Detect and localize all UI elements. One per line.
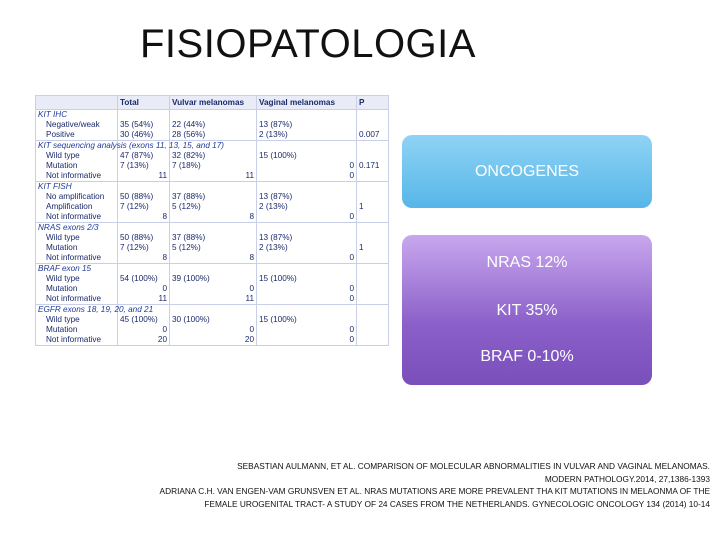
table-cell [357, 274, 389, 284]
table-cell: 5 (12%) [170, 243, 257, 253]
table-cell: 8 [118, 253, 170, 264]
table-cell: 2 (13%) [257, 202, 357, 212]
table-cell: 0 [170, 325, 257, 335]
table-row [36, 284, 389, 294]
table-cell: 0 [257, 161, 357, 171]
table-cell: 30 (100%) [170, 315, 257, 325]
table-cell [170, 182, 257, 193]
table-cell: 11 [118, 294, 170, 305]
table-row [36, 325, 389, 335]
table-cell: 2 (13%) [257, 130, 357, 141]
table-cell [118, 264, 170, 275]
genes-box [402, 235, 652, 385]
table-section-row [36, 141, 389, 152]
table-cell [357, 325, 389, 335]
table-cell: 2 (13%) [257, 243, 357, 253]
table-cell: 1 [357, 202, 389, 212]
table-row [36, 253, 389, 264]
column-header: Vulvar melanomas [170, 96, 257, 110]
table-row [36, 212, 389, 223]
table-cell [357, 315, 389, 325]
table-cell: 39 (100%) [170, 274, 257, 284]
table-cell: 11 [170, 294, 257, 305]
table-cell [118, 223, 170, 234]
table-cell: 7 (12%) [118, 202, 170, 212]
row-label: Mutation [36, 161, 118, 171]
table-row [36, 233, 389, 243]
table-section-row [36, 223, 389, 234]
table-cell: 0 [257, 212, 357, 223]
table-cell: 54 (100%) [118, 274, 170, 284]
data-table [35, 95, 389, 346]
table-row [36, 315, 389, 325]
table-cell: 11 [170, 171, 257, 182]
table-cell: 37 (88%) [170, 192, 257, 202]
table-cell: 30 (46%) [118, 130, 170, 141]
table-row [36, 294, 389, 305]
table-cell: 0 [170, 284, 257, 294]
row-label: Mutation [36, 325, 118, 335]
table-cell [357, 212, 389, 223]
table-cell: 0 [257, 325, 357, 335]
table-cell: 0 [257, 253, 357, 264]
row-label: Amplification [36, 202, 118, 212]
row-label: Wild type [36, 315, 118, 325]
reference-line: SEBASTIAN AULMANN, ET AL. COMPARISON OF MOLECULAR ABNORMALITIES IN VULVAR AND VAGINAL MELANOMAS. [237, 461, 710, 471]
table-row [36, 120, 389, 130]
table-cell [357, 223, 389, 234]
table-cell: 32 (82%) [170, 151, 257, 161]
table-cell [257, 264, 357, 275]
table-cell [257, 305, 357, 316]
row-label: Not informative [36, 294, 118, 305]
mutation-table [35, 95, 388, 447]
row-label: No amplification [36, 192, 118, 202]
table-cell [170, 264, 257, 275]
table-section-row [36, 110, 389, 121]
table-cell: 7 (13%) [118, 161, 170, 171]
table-row [36, 171, 389, 182]
table-row [36, 274, 389, 284]
table-cell [357, 171, 389, 182]
table-row [36, 243, 389, 253]
row-label: KIT IHC [36, 110, 118, 121]
table-cell [170, 223, 257, 234]
row-label: Mutation [36, 284, 118, 294]
row-label: Not informative [36, 253, 118, 264]
reference-line: ADRIANA C.H. VAN ENGEN-VAM GRUNSVEN ET AL. NRAS MUTATIONS ARE MORE PREVALENT THA KIT MUTATIONS IN MELAONMA OF THE [159, 486, 710, 496]
oncogenes-box [402, 135, 652, 208]
table-cell: 8 [170, 253, 257, 264]
table-section-row [36, 182, 389, 193]
table-cell: 50 (88%) [118, 192, 170, 202]
column-header: Vaginal melanomas [257, 96, 357, 110]
references [20, 460, 710, 510]
table-cell: 20 [118, 335, 170, 346]
row-label: Not informative [36, 171, 118, 182]
table-row [36, 130, 389, 141]
table-section-row [36, 264, 389, 275]
table-cell: 0.171 [357, 161, 389, 171]
table-cell [257, 110, 357, 121]
table-cell: 45 (100%) [118, 315, 170, 325]
table-cell: 0.007 [357, 130, 389, 141]
table-cell: 1 [357, 243, 389, 253]
table-cell [357, 233, 389, 243]
table-row [36, 192, 389, 202]
column-header [36, 96, 118, 110]
row-label: Negative/weak [36, 120, 118, 130]
table-cell [118, 182, 170, 193]
table-cell: 35 (54%) [118, 120, 170, 130]
table-cell: 28 (56%) [170, 130, 257, 141]
row-label: Wild type [36, 274, 118, 284]
table-cell: 7 (12%) [118, 243, 170, 253]
table-cell: 47 (87%) [118, 151, 170, 161]
table-cell: 8 [170, 212, 257, 223]
table-cell [357, 141, 389, 152]
table-cell [357, 305, 389, 316]
table-cell: 8 [118, 212, 170, 223]
table-cell: 0 [118, 284, 170, 294]
column-header: Total [118, 96, 170, 110]
table-cell [357, 294, 389, 305]
table-cell: 11 [118, 171, 170, 182]
gene-nras: NRAS 12% [486, 254, 568, 271]
row-label: KIT sequencing analysis (exons 11, 13, 15, and 17) [36, 141, 118, 152]
table-cell: 37 (88%) [170, 233, 257, 243]
table-header-row [36, 96, 389, 110]
table-cell [357, 182, 389, 193]
table-cell: 15 (100%) [257, 274, 357, 284]
table-cell [357, 284, 389, 294]
gene-braf: BRAF 0-10% [480, 348, 574, 365]
slide-title: FISIOPATOLOGIA [140, 22, 476, 66]
reference-line: MODERN PATHOLOGY.2014, 27,1386-1393 [544, 473, 710, 484]
row-label: EGFR exons 18, 19, 20, and 21 [36, 305, 118, 316]
reference-line: FEMALE UROGENITAL TRACT- A STUDY OF 24 CASES FROM THE NETHERLANDS. GYNECOLOGIC ONCOLOGY 134 (2014) 10-14 [204, 498, 710, 509]
row-label: Positive [36, 130, 118, 141]
column-header: P [357, 96, 389, 110]
table-cell: 22 (44%) [170, 120, 257, 130]
table-cell: 13 (87%) [257, 120, 357, 130]
table-cell: 5 (12%) [170, 202, 257, 212]
table-cell: 13 (87%) [257, 192, 357, 202]
table-row [36, 161, 389, 171]
table-cell [257, 141, 357, 152]
oncogenes-label: ONCOGENES [474, 163, 579, 180]
row-label: BRAF exon 15 [36, 264, 118, 275]
table-row [36, 151, 389, 161]
table-cell [357, 151, 389, 161]
row-label: Wild type [36, 233, 118, 243]
table-cell [357, 253, 389, 264]
table-cell: 0 [257, 171, 357, 182]
table-cell: 0 [257, 335, 357, 346]
row-label: Mutation [36, 243, 118, 253]
table-cell [357, 110, 389, 121]
table-cell [170, 305, 257, 316]
table-cell [257, 182, 357, 193]
gene-kit: KIT 35% [496, 302, 558, 319]
row-label: Not informative [36, 212, 118, 223]
row-label: Not informative [36, 335, 118, 346]
table-cell [257, 223, 357, 234]
table-cell: 0 [257, 294, 357, 305]
table-cell: 15 (100%) [257, 151, 357, 161]
row-label: Wild type [36, 151, 118, 161]
table-row [36, 202, 389, 212]
table-cell [170, 110, 257, 121]
table-cell [357, 335, 389, 346]
row-label: KIT FISH [36, 182, 118, 193]
table-cell [357, 264, 389, 275]
table-cell: 0 [118, 325, 170, 335]
table-cell [118, 110, 170, 121]
table-cell: 13 (87%) [257, 233, 357, 243]
table-cell: 7 (18%) [170, 161, 257, 171]
table-cell: 15 (100%) [257, 315, 357, 325]
table-cell: 20 [170, 335, 257, 346]
table-cell: 50 (88%) [118, 233, 170, 243]
table-cell: 0 [257, 284, 357, 294]
table-row [36, 335, 389, 346]
table-cell [357, 120, 389, 130]
table-cell [357, 192, 389, 202]
row-label: NRAS exons 2/3 [36, 223, 118, 234]
table-section-row [36, 305, 389, 316]
